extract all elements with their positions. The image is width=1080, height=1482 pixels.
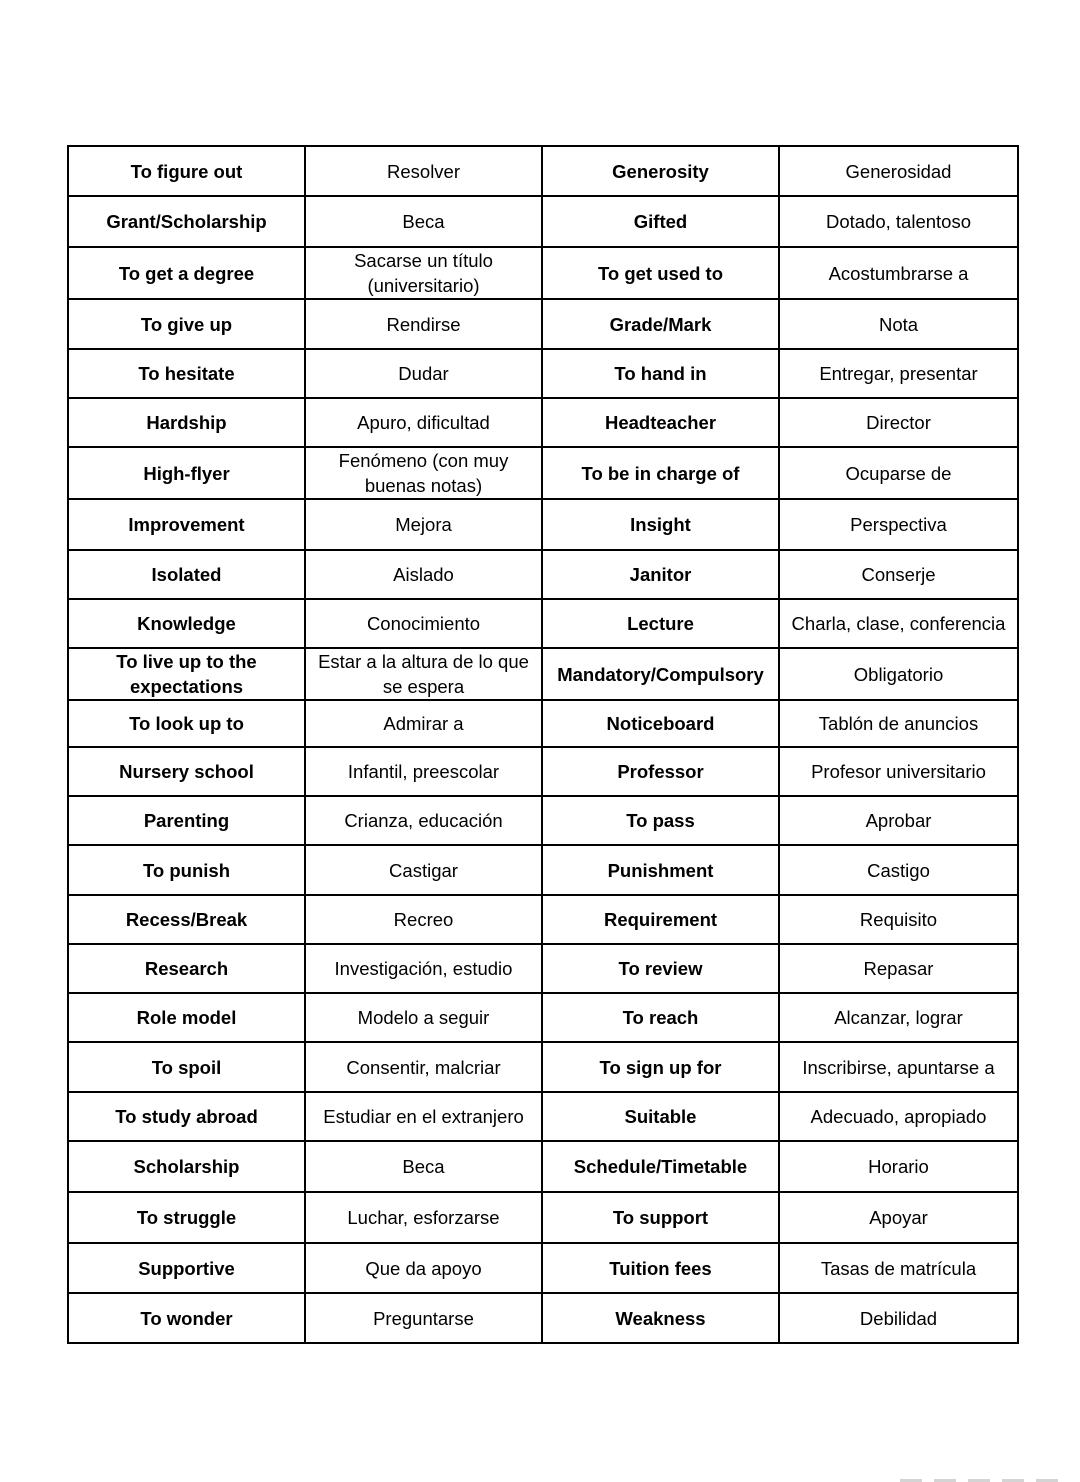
table-row — [68, 349, 1018, 398]
table-row — [68, 796, 1018, 845]
term-english: To spoil — [68, 1042, 305, 1092]
term-english: To punish — [68, 845, 305, 895]
term-spanish: Sacarse un título (universitario) — [305, 247, 542, 299]
term-english: To get a degree — [68, 247, 305, 299]
table-row — [68, 599, 1018, 648]
term-spanish: Entregar, presentar — [779, 349, 1018, 398]
table-row — [68, 1042, 1018, 1092]
table-row — [68, 845, 1018, 895]
term-spanish: Aislado — [305, 550, 542, 599]
term-english: To hesitate — [68, 349, 305, 398]
table-row — [68, 247, 1018, 299]
term-spanish: Inscribirse, apuntarse a — [779, 1042, 1018, 1092]
term-english: To figure out — [68, 146, 305, 196]
term-english: Weakness — [542, 1293, 779, 1343]
term-spanish: Resolver — [305, 146, 542, 196]
term-spanish: Mejora — [305, 499, 542, 550]
term-spanish: Obligatorio — [779, 648, 1018, 700]
term-english: Grant/Scholarship — [68, 196, 305, 247]
term-english: Lecture — [542, 599, 779, 648]
table-row — [68, 895, 1018, 944]
term-english: Schedule/Timetable — [542, 1141, 779, 1192]
term-spanish: Dotado, talentoso — [779, 196, 1018, 247]
term-spanish: Director — [779, 398, 1018, 447]
term-spanish: Castigar — [305, 845, 542, 895]
term-spanish: Rendirse — [305, 299, 542, 349]
term-spanish: Crianza, educación — [305, 796, 542, 845]
term-spanish: Profesor universitario — [779, 747, 1018, 796]
table-row — [68, 700, 1018, 747]
term-english: Scholarship — [68, 1141, 305, 1192]
term-spanish: Estar a la altura de lo que se espera — [305, 648, 542, 700]
table-row — [68, 499, 1018, 550]
term-english: Gifted — [542, 196, 779, 247]
term-english: To get used to — [542, 247, 779, 299]
term-spanish: Preguntarse — [305, 1293, 542, 1343]
term-spanish: Fenómeno (con muy buenas notas) — [305, 447, 542, 499]
term-english: To reach — [542, 993, 779, 1042]
term-english: Role model — [68, 993, 305, 1042]
term-english: Suitable — [542, 1092, 779, 1141]
term-english: To sign up for — [542, 1042, 779, 1092]
term-english: Nursery school — [68, 747, 305, 796]
term-spanish: Luchar, esforzarse — [305, 1192, 542, 1243]
table-row — [68, 1092, 1018, 1141]
table-row — [68, 747, 1018, 796]
term-english: Research — [68, 944, 305, 993]
term-spanish: Debilidad — [779, 1293, 1018, 1343]
table-row — [68, 299, 1018, 349]
term-english: To hand in — [542, 349, 779, 398]
term-english: To struggle — [68, 1192, 305, 1243]
term-spanish: Repasar — [779, 944, 1018, 993]
term-english: Punishment — [542, 845, 779, 895]
term-spanish: Aprobar — [779, 796, 1018, 845]
term-spanish: Apuro, dificultad — [305, 398, 542, 447]
term-english: Professor — [542, 747, 779, 796]
term-english: To pass — [542, 796, 779, 845]
term-spanish: Acostumbrarse a — [779, 247, 1018, 299]
vocabulary-table-body — [68, 146, 1018, 1343]
term-spanish: Modelo a seguir — [305, 993, 542, 1042]
term-english: Isolated — [68, 550, 305, 599]
term-english: Janitor — [542, 550, 779, 599]
table-row — [68, 146, 1018, 196]
term-spanish: Conserje — [779, 550, 1018, 599]
term-spanish: Ocuparse de — [779, 447, 1018, 499]
term-spanish: Apoyar — [779, 1192, 1018, 1243]
term-english: To look up to — [68, 700, 305, 747]
term-spanish: Tasas de matrícula — [779, 1243, 1018, 1293]
term-spanish: Estudiar en el extranjero — [305, 1092, 542, 1141]
table-row — [68, 1293, 1018, 1343]
term-spanish: Recreo — [305, 895, 542, 944]
term-spanish: Alcanzar, lograr — [779, 993, 1018, 1042]
term-english: High-flyer — [68, 447, 305, 499]
term-spanish: Investigación, estudio — [305, 944, 542, 993]
table-row — [68, 398, 1018, 447]
term-english: Tuition fees — [542, 1243, 779, 1293]
term-spanish: Admirar a — [305, 700, 542, 747]
term-spanish: Perspectiva — [779, 499, 1018, 550]
term-spanish: Adecuado, apropiado — [779, 1092, 1018, 1141]
term-english: To be in charge of — [542, 447, 779, 499]
term-english: To give up — [68, 299, 305, 349]
vocabulary-table — [67, 145, 1019, 1344]
term-english: Improvement — [68, 499, 305, 550]
term-spanish: Conocimiento — [305, 599, 542, 648]
term-spanish: Horario — [779, 1141, 1018, 1192]
term-english: Recess/Break — [68, 895, 305, 944]
term-english: Requirement — [542, 895, 779, 944]
term-english: Parenting — [68, 796, 305, 845]
table-row — [68, 1192, 1018, 1243]
term-english: Headteacher — [542, 398, 779, 447]
table-row — [68, 944, 1018, 993]
term-english: To live up to the expectations — [68, 648, 305, 700]
term-english: Noticeboard — [542, 700, 779, 747]
table-row — [68, 1141, 1018, 1192]
term-english: Insight — [542, 499, 779, 550]
term-spanish: Consentir, malcriar — [305, 1042, 542, 1092]
term-english: Grade/Mark — [542, 299, 779, 349]
term-spanish: Charla, clase, conferencia — [779, 599, 1018, 648]
term-spanish: Castigo — [779, 845, 1018, 895]
term-english: To wonder — [68, 1293, 305, 1343]
table-row — [68, 447, 1018, 499]
term-spanish: Dudar — [305, 349, 542, 398]
table-row — [68, 1243, 1018, 1293]
term-english: Knowledge — [68, 599, 305, 648]
term-english: To support — [542, 1192, 779, 1243]
term-spanish: Que da apoyo — [305, 1243, 542, 1293]
term-spanish: Generosidad — [779, 146, 1018, 196]
term-spanish: Nota — [779, 299, 1018, 349]
term-english: To review — [542, 944, 779, 993]
term-english: Generosity — [542, 146, 779, 196]
term-spanish: Beca — [305, 1141, 542, 1192]
table-row — [68, 550, 1018, 599]
term-english: Hardship — [68, 398, 305, 447]
table-row — [68, 196, 1018, 247]
term-spanish: Requisito — [779, 895, 1018, 944]
term-english: To study abroad — [68, 1092, 305, 1141]
term-spanish: Beca — [305, 196, 542, 247]
term-spanish: Tablón de anuncios — [779, 700, 1018, 747]
table-row — [68, 648, 1018, 700]
term-english: Mandatory/Compulsory — [542, 648, 779, 700]
term-spanish: Infantil, preescolar — [305, 747, 542, 796]
term-english: Supportive — [68, 1243, 305, 1293]
table-row — [68, 993, 1018, 1042]
